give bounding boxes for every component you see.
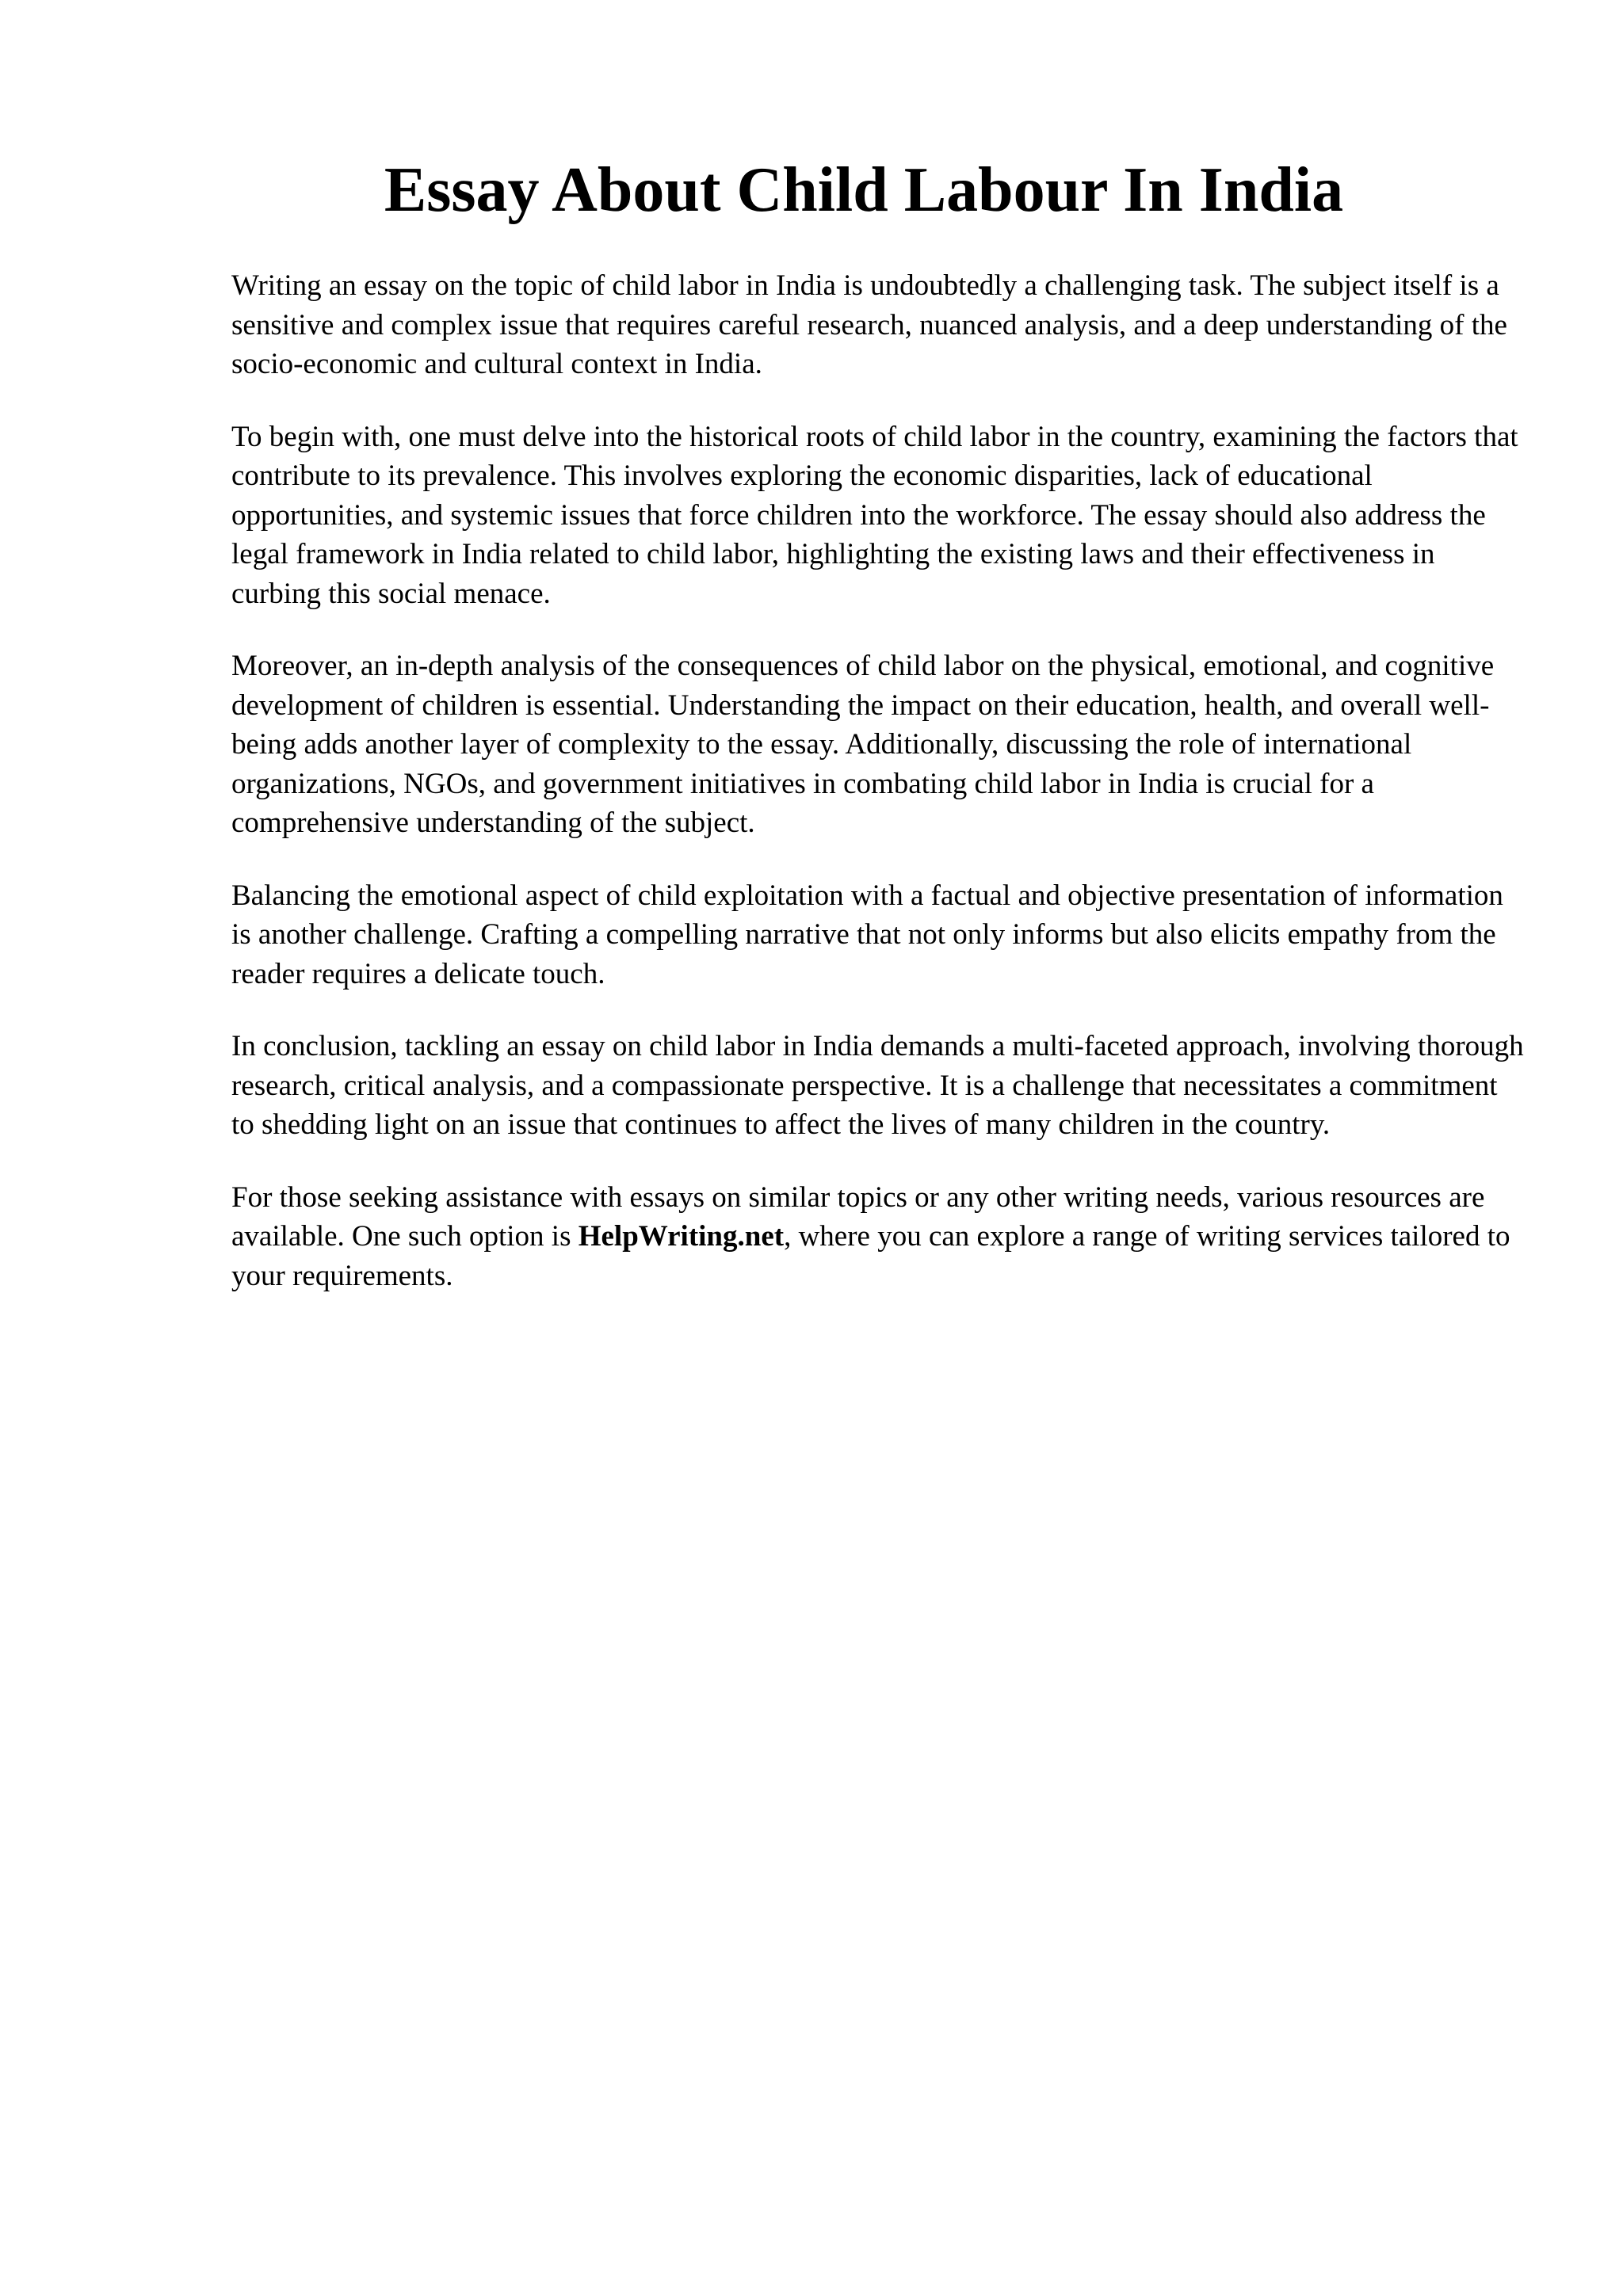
helpwriting-brand-name: HelpWriting.net	[578, 1220, 785, 1253]
paragraph-5: In conclusion, tackling an essay on child labor in India demands a multi-faceted approach, involving thorough research, critical analysis, and a compassionate perspective. It is a challenge that necessitates a commitment to shedding light on an issue that continues to affect the lives of many children in the country.	[231, 1030, 1524, 1141]
paragraph-2: To begin with, one must delve into the historical roots of child labor in the country, examining the factors that contribute to its prevalence. This involves exploring the economic disparities, lack of educational opportunities, and systemic issues that force children into the workforce. The essay should also address the legal framework in India related to child labor, highlighting the existing laws and their effectiveness in curbing this social menace.	[231, 420, 1518, 610]
document-title: Essay About Child Labour In India	[384, 155, 1344, 225]
paragraph-3: Moreover, an in-depth analysis of the consequences of child labor on the physical, emotional, and cognitive development of children is essential. Understanding the impact on their education, health, and overall well-being adds another layer of complexity to the essay. Additionally, discussing the role of international organizations, NGOs, and government initiatives in combating child labor in India is crucial for a comprehensive understanding of the subject.	[231, 650, 1495, 839]
document-body	[231, 266, 1527, 1329]
paragraph-1: Writing an essay on the topic of child labor in India is undoubtedly a challenging task. The subject itself is a sensitive and complex issue that requires careful research, nuanced analysis, and a deep understanding of the socio-economic and cultural context in India.	[231, 269, 1507, 380]
paragraph-6-closing	[231, 1178, 1527, 1296]
closing-text-before: For those seeking assistance with essays on similar topics or any other writing needs, various resources are available. One such option is	[231, 1180, 1485, 1253]
closing-text-after: , where you can explore a range of writing services tailored to your requirements.	[231, 1220, 1510, 1292]
paragraph-4: Balancing the emotional aspect of child exploitation with a factual and objective presentation of information is another challenge. Crafting a compelling narrative that not only informs but also elicits empathy from the reader requires a delicate touch.	[231, 879, 1503, 990]
